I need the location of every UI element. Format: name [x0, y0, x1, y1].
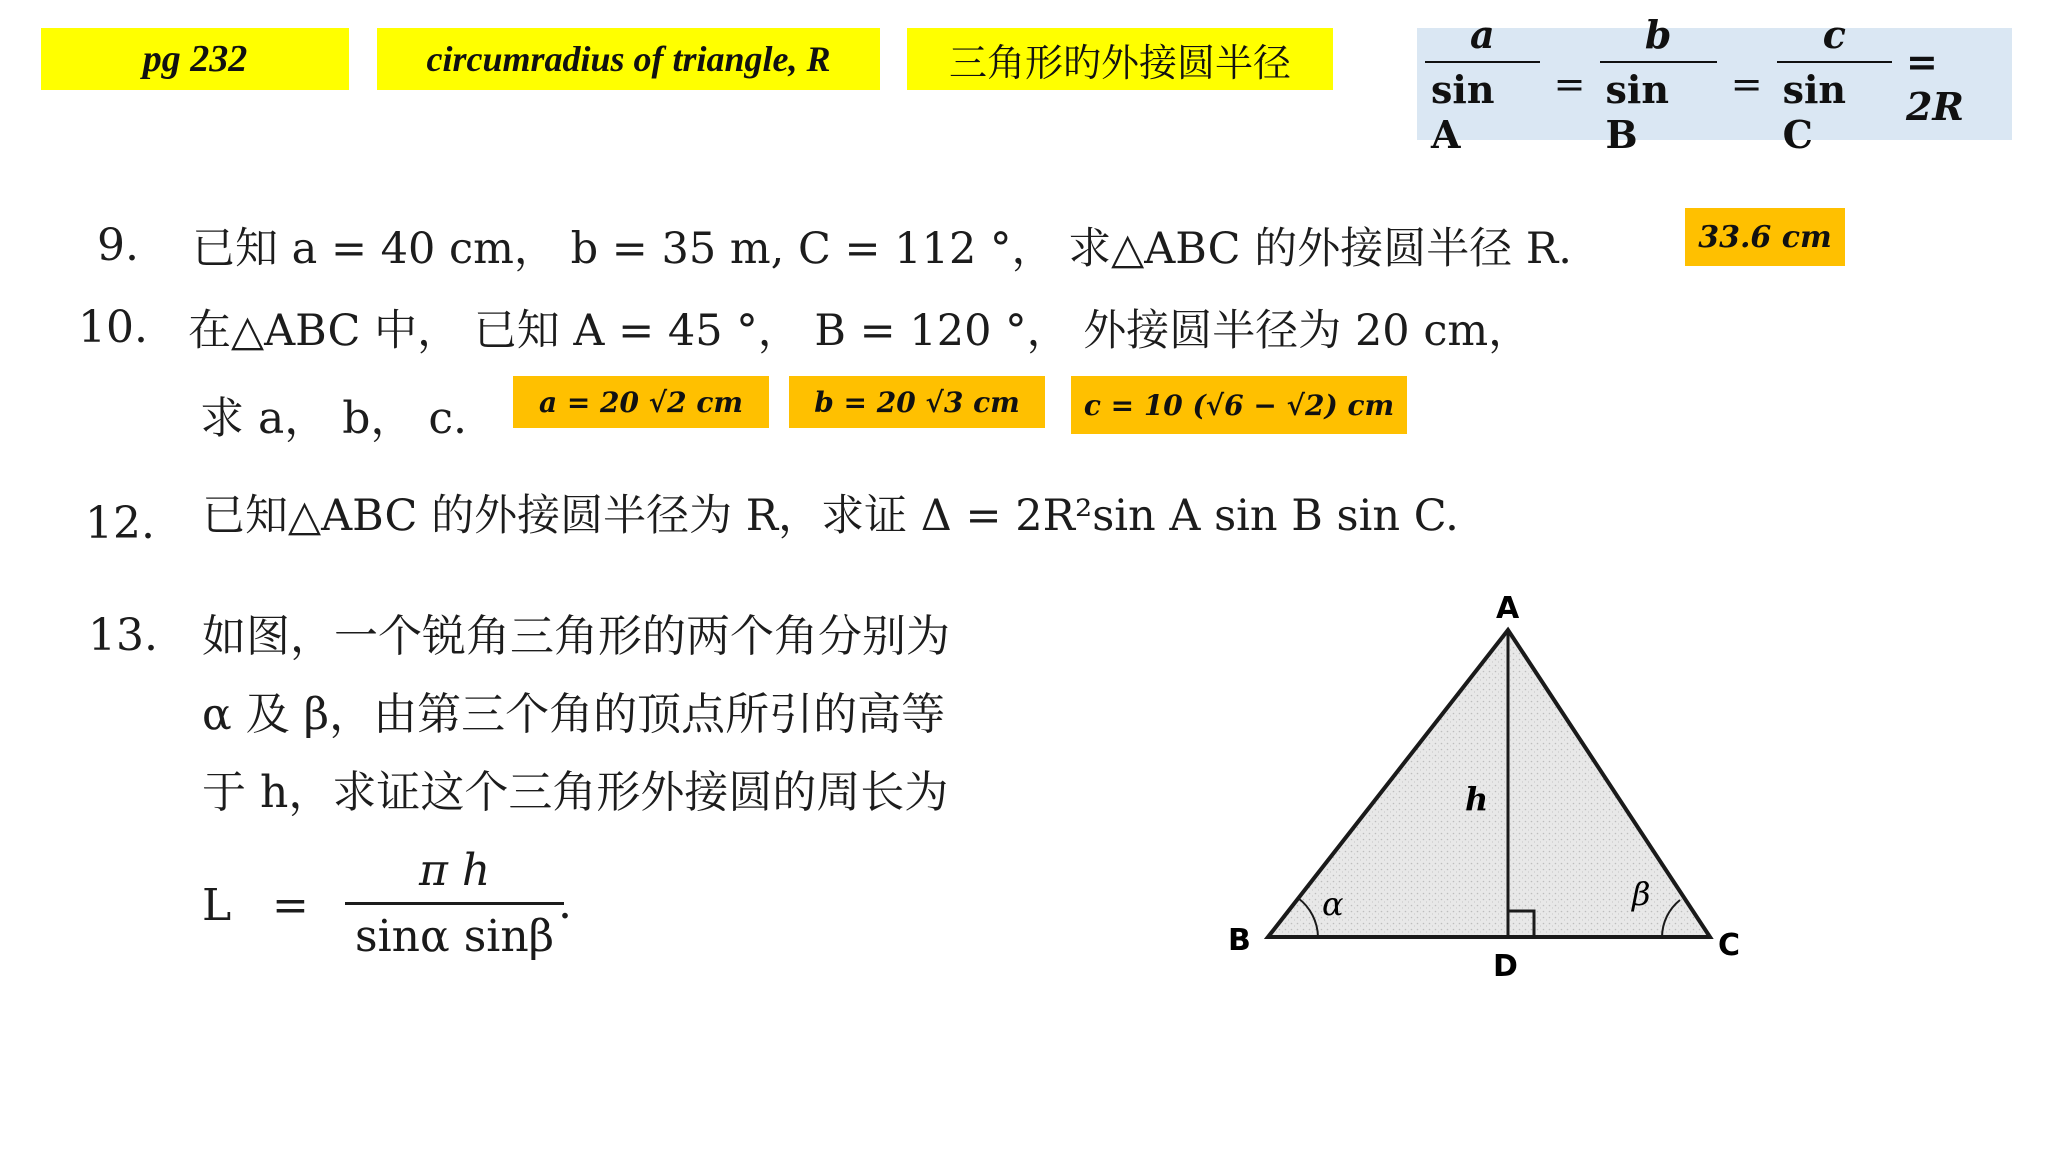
q13-numerator: π h	[418, 845, 491, 896]
vertex-label-B: B	[1228, 923, 1251, 958]
angle-label-alpha: α	[1322, 885, 1344, 923]
height-label-h: h	[1465, 780, 1489, 818]
q12-text: 已知△ABC 的外接圆半径为 R，求证 Δ = 2R²sin A sin B sin C.	[202, 491, 1459, 541]
frac-a: $\frac{a}{\text{sin A}}$	[1425, 12, 1540, 157]
frac-b: $\frac{b}{\text{sin B}}$	[1600, 12, 1717, 157]
q9-number: 9.	[97, 220, 139, 271]
q9-answer: 33.6 cm	[1685, 208, 1845, 266]
triangle-figure	[1200, 580, 1760, 1000]
q10-answer-b: b = 20 √3 cm	[789, 376, 1045, 428]
q10-answer-c: c = 10 (√6 − √2) cm	[1071, 376, 1407, 434]
vertex-label-C: C	[1718, 928, 1741, 963]
law-of-sines-formula: $\frac{a}{\text{sin A}}$ = $\frac{b}{\text{sin B}}$ = $\frac{c}{\text{sin C}}$ = 2R	[1417, 28, 2012, 140]
q9-text: 已知 a = 40 cm， b = 35 m, C = 112 °， 求△ABC 的外接圆半径 R.	[192, 224, 1572, 274]
q10-line2: 求 a， b， c.	[200, 393, 467, 444]
q13-number: 13.	[88, 610, 158, 661]
vertex-label-A: A	[1496, 591, 1520, 626]
q13-equals: =	[272, 880, 309, 931]
q13-L: L	[202, 880, 232, 931]
q13-line1: 如图，一个锐角三角形的两个角分别为	[202, 611, 950, 662]
q13-denominator: sinα sinβ	[345, 902, 564, 962]
topic-chinese-tag: 三角形旳外接圆半径	[907, 28, 1333, 90]
q12-number: 12.	[85, 498, 155, 549]
angle-label-beta: β	[1632, 875, 1651, 913]
q10-answer-a: a = 20 √2 cm	[513, 376, 769, 428]
q10-line1: 在△ABC 中， 已知 A = 45 °， B = 120 °， 外接圆半径为 20 cm，	[188, 306, 1532, 356]
topic-english-tag: circumradius of triangle, R	[377, 28, 880, 90]
q13-line2: α 及 β，由第三个角的顶点所引的高等	[202, 689, 946, 740]
q13-fraction	[345, 845, 564, 962]
page-tag: pg 232	[41, 28, 349, 90]
q13-period: .	[558, 878, 572, 929]
q13-line3: 于 h，求证这个三角形外接圆的周长为	[202, 767, 949, 818]
foot-label-D: D	[1493, 949, 1518, 984]
frac-c: $\frac{c}{\text{sin C}}$	[1777, 12, 1892, 157]
q10-number: 10.	[78, 302, 148, 353]
